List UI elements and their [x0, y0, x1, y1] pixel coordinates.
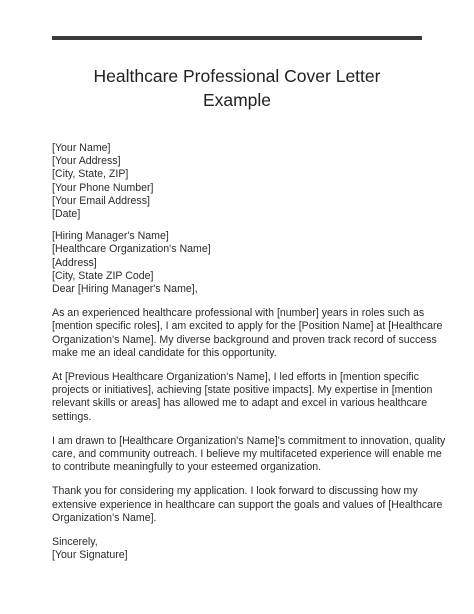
salutation: Dear [Hiring Manager's Name], — [52, 283, 198, 296]
paragraph-experience — [52, 371, 432, 424]
paragraph-line: relevant skills or areas] has allowed me to adapt and excel in various healthcare — [52, 397, 428, 410]
paragraph-line: Thank you for considering my application. I look forward to discussing how my — [52, 485, 418, 498]
sender-email: [Your Email Address] — [52, 194, 150, 207]
sender-name: [Your Name] — [52, 142, 111, 154]
closing-phrase: Sincerely, — [52, 536, 98, 549]
paragraph-line: settings. — [52, 410, 92, 423]
paragraph-thanks — [52, 485, 443, 525]
recipient-manager: [Hiring Manager's Name] — [52, 230, 169, 243]
paragraph-line: to contribute meaningfully to your esteemed organization. — [52, 461, 322, 474]
recipient-city: [City, State ZIP Code] — [52, 269, 154, 282]
signature: [Your Signature] — [52, 549, 128, 562]
letter-body — [52, 142, 446, 562]
paragraph-line: projects or initiatives], achieving [state positive impacts]. My expertise in [mention — [52, 384, 433, 397]
sender-address: [Your Address] — [52, 155, 121, 168]
closing-block — [52, 536, 432, 562]
title-line: Healthcare Professional Cover Letter — [93, 66, 381, 86]
paragraph-intro — [52, 307, 443, 360]
paragraph-line: make me an ideal candidate for this opportunity. — [52, 346, 277, 359]
sender-phone: [Your Phone Number] — [52, 181, 154, 194]
paragraph-line: care, and community outreach. I believe my multifaceted experience will enable me — [52, 448, 442, 461]
paragraph-line: At [Previous Healthcare Organization's Name], I led efforts in [mention specific — [52, 371, 419, 384]
sender-date: [Date] — [52, 208, 81, 221]
sender-block — [52, 142, 432, 221]
paragraph-line: Organization's Name]. — [52, 511, 157, 524]
recipient-block — [52, 230, 432, 296]
header-rule — [52, 36, 422, 40]
paragraph-line: Organization's Name]. My diverse background and proven track record of success — [52, 333, 437, 346]
title-line: Example — [202, 90, 272, 110]
paragraph-line: I am drawn to [Healthcare Organization's Name]'s commitment to innovation, quality — [52, 434, 446, 447]
paragraph-line: extensive experience in healthcare can support the goals and values of [Healthcare — [52, 498, 443, 511]
recipient-organization: [Healthcare Organization's Name] — [52, 243, 211, 256]
sender-city: [City, State, ZIP] — [52, 168, 129, 181]
paragraph-line: [mention specific roles], I am excited to apply for the [Position Name] at [Healthcare — [52, 320, 443, 333]
paragraph-motivation — [52, 434, 446, 475]
recipient-address: [Address] — [52, 256, 97, 269]
paragraph-line: As an experienced healthcare professional with [number] years in roles such as — [52, 307, 425, 320]
page-title — [52, 64, 422, 112]
